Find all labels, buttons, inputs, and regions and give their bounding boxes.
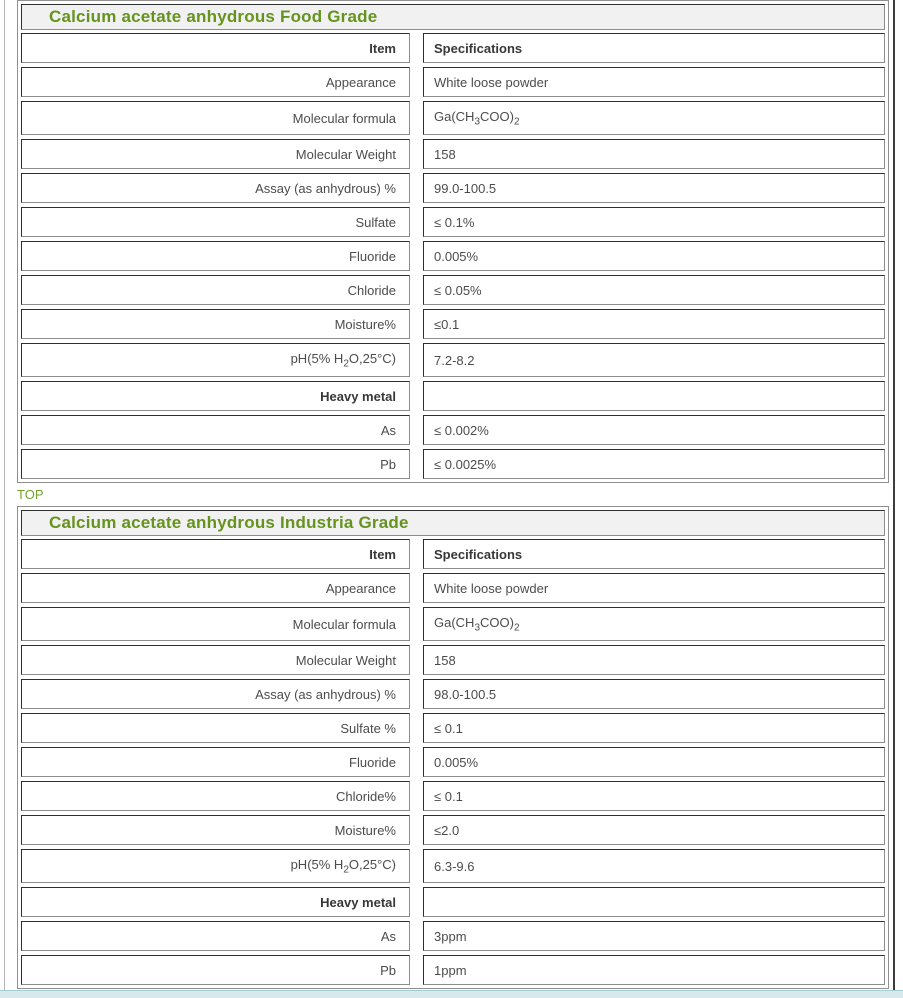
industria-grade-section: [17, 506, 889, 989]
item-cell: [21, 713, 410, 743]
item-cell: [21, 275, 410, 305]
content-left-border: [4, 0, 5, 991]
item-label: Heavy metal: [320, 894, 396, 910]
industria-grade-header: [21, 510, 885, 536]
item-label: Assay (as anhydrous) %: [255, 686, 396, 702]
item-label: Moisture%: [334, 316, 396, 332]
spec-value: ≤ 0.002%: [434, 422, 489, 438]
item-cell: [21, 67, 410, 97]
spec-value: ≤2.0: [434, 822, 460, 838]
spec-value: 0.005%: [434, 754, 479, 770]
top-link-row: [17, 486, 903, 502]
industria-grade-table: [21, 539, 885, 985]
item-label: Moisture%: [334, 822, 396, 838]
spec-value: White loose powder: [434, 580, 549, 596]
spec-cell: [423, 309, 885, 339]
spec-value: 98.0-100.5: [434, 686, 497, 702]
food-grade-header: [21, 4, 885, 30]
spec-value: ≤0.1: [434, 316, 460, 332]
spec-value: 0.005%: [434, 248, 479, 264]
spec-value: $Ga(CH_3COO)_2$: [434, 615, 520, 634]
top-link[interactable]: TOP: [17, 487, 44, 502]
item-label: Molecular Weight: [295, 652, 396, 668]
item-label: Pb: [380, 962, 396, 978]
item-cell: [21, 381, 410, 411]
spec-value: ≤ 0.05%: [434, 282, 482, 298]
spec-value: 3ppm: [434, 928, 467, 944]
content-right-border: [893, 0, 895, 991]
spec-value: 1ppm: [434, 962, 467, 978]
item-cell: [21, 955, 410, 985]
item-label: Sulfate: [355, 214, 396, 230]
spec-cell: [423, 955, 885, 985]
spec-cell: [423, 607, 885, 641]
spec-value: 158: [434, 652, 456, 668]
spec-cell: [423, 207, 885, 237]
spec-cell: [423, 101, 885, 135]
section-title: Calcium acetate anhydrous Food Grade: [49, 7, 378, 26]
spec-cell: [423, 343, 885, 377]
item-label: Fluoride: [349, 248, 396, 264]
spec-cell: [423, 921, 885, 951]
item-cell: [21, 781, 410, 811]
spec-value: White loose powder: [434, 74, 549, 90]
food-grade-table: [21, 33, 885, 479]
item-cell: [21, 679, 410, 709]
specifications-column-header: Specifications: [423, 33, 885, 63]
spec-cell: [423, 275, 885, 305]
item-label: Sulfate %: [340, 720, 396, 736]
spec-cell: [423, 573, 885, 603]
item-cell: [21, 573, 410, 603]
item-cell: [21, 747, 410, 777]
item-label: Chloride: [347, 282, 396, 298]
footer-strip: [0, 990, 903, 998]
spec-cell: [423, 747, 885, 777]
spec-value: ≤ 0.1: [434, 720, 463, 736]
item-label: Molecular formula: [292, 616, 396, 632]
spec-value: $Ga(CH_3COO)_2$: [434, 109, 520, 128]
spec-value: ≤ 0.1%: [434, 214, 475, 230]
item-cell: [21, 139, 410, 169]
item-column-header: Item: [21, 33, 410, 63]
item-label: Appearance: [325, 580, 396, 596]
spec-cell: [423, 449, 885, 479]
item-cell: [21, 309, 410, 339]
spec-value: 158: [434, 146, 456, 162]
spec-cell: [423, 67, 885, 97]
item-label: Heavy metal: [320, 388, 396, 404]
spec-cell: [423, 241, 885, 271]
spec-value: 99.0-100.5: [434, 180, 497, 196]
item-cell: [21, 343, 410, 377]
spec-cell: [423, 849, 885, 883]
specifications-column-header: Specifications: [423, 539, 885, 569]
item-label: Chloride%: [336, 788, 396, 804]
item-cell: [21, 849, 410, 883]
item-column-header: Item: [21, 539, 410, 569]
item-label: Fluoride: [349, 754, 396, 770]
item-label: Assay (as anhydrous) %: [255, 180, 396, 196]
item-cell: [21, 415, 410, 445]
item-cell: [21, 815, 410, 845]
spec-cell: [423, 381, 885, 411]
item-cell: [21, 173, 410, 203]
spec-cell: [423, 781, 885, 811]
spec-cell: [423, 415, 885, 445]
spec-cell: [423, 173, 885, 203]
spec-cell: [423, 815, 885, 845]
spec-value: 6.3-9.6: [434, 858, 475, 874]
section-title: Calcium acetate anhydrous Industria Grade: [49, 513, 409, 532]
spec-cell: [423, 645, 885, 675]
spec-cell: [423, 713, 885, 743]
item-label: Pb: [380, 456, 396, 472]
item-cell: [21, 887, 410, 917]
spec-value: ≤ 0.1: [434, 788, 463, 804]
item-label: Appearance: [325, 74, 396, 90]
item-label: As: [380, 928, 396, 944]
item-label: pH(5% $H_2O,25^\circ C$): [290, 351, 396, 370]
spec-cell: [423, 679, 885, 709]
item-cell: [21, 607, 410, 641]
food-grade-section: [17, 0, 889, 483]
item-cell: [21, 921, 410, 951]
item-cell: [21, 101, 410, 135]
spec-value: ≤ 0.0025%: [434, 456, 497, 472]
spec-value: 7.2-8.2: [434, 352, 475, 368]
item-label: Molecular formula: [292, 110, 396, 126]
item-label: pH(5% $H_2O,25^\circ C$): [290, 857, 396, 876]
item-cell: [21, 449, 410, 479]
spec-cell: [423, 139, 885, 169]
item-cell: [21, 645, 410, 675]
spec-cell: [423, 887, 885, 917]
item-cell: [21, 241, 410, 271]
item-label: Molecular Weight: [295, 146, 396, 162]
item-label: As: [380, 422, 396, 438]
item-cell: [21, 207, 410, 237]
